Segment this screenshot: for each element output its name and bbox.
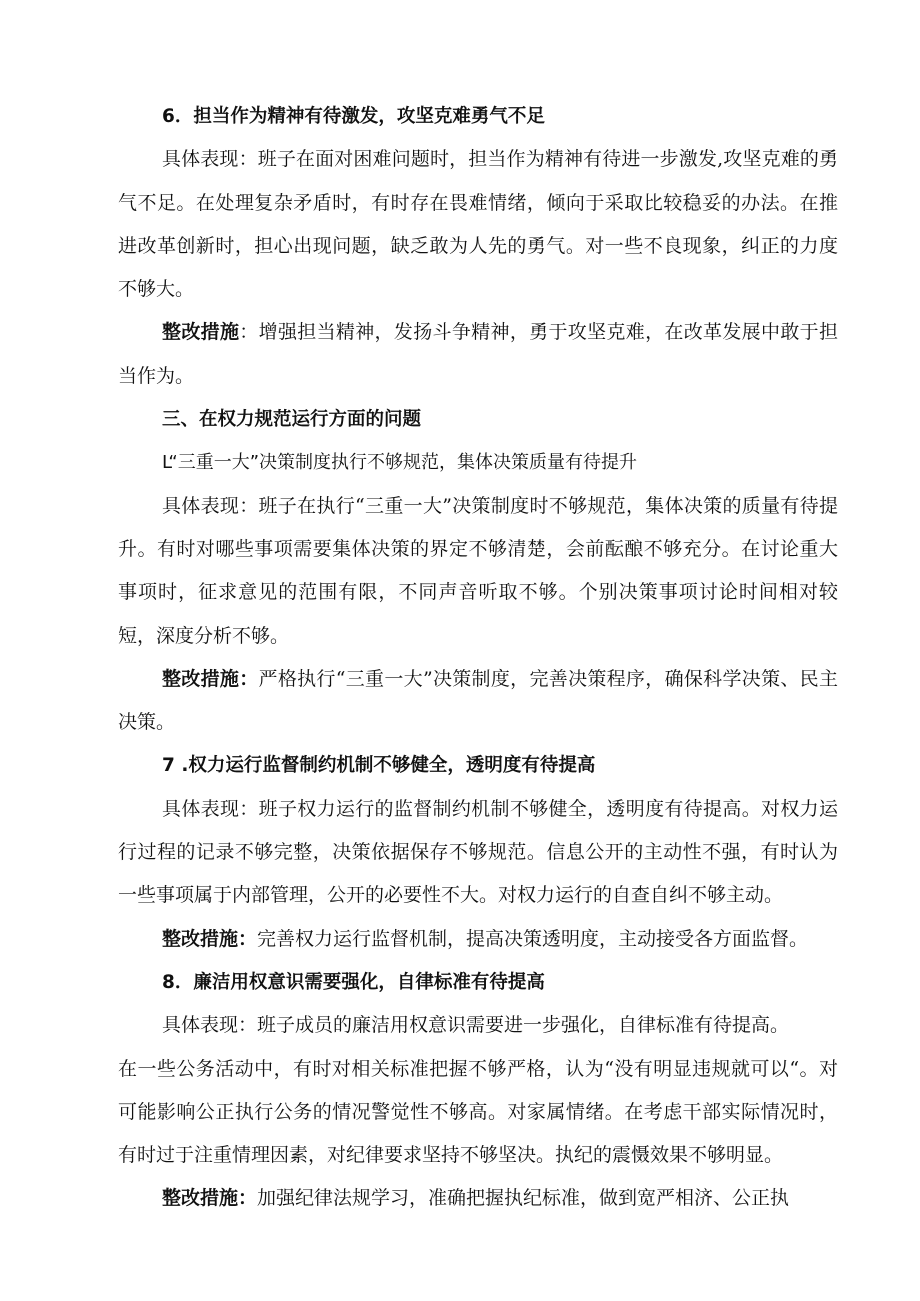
measure-label: 整改措施：: [162, 927, 258, 950]
item-measure-8: [118, 1177, 838, 1220]
item-heading-8: 8．廉洁用权意识需要强化，自律标准有待提高: [162, 971, 545, 993]
measure-text: 完善权力运行监督机制，提高决策透明度，主动接受各方面监督。: [257, 927, 809, 950]
document-page: [118, 95, 838, 1221]
item-description-7: 具体表现：班子权力运行的监督制约机制不够健全，透明度有待提高。对权力运行过程的记录不够完整，决策依据保存不够规范。信息公开的主动性不强，有时认为一些事项属于内部管理，公开的必要性不大。对权力运行的自查自纠不够主动。: [118, 797, 838, 907]
measure-label: 整改措施: [162, 321, 240, 344]
item-description-L: 具体表现：班子在执行“三重一大”决策制度时不够规范，集体决策的质量有待提升。有时对哪些事项需要集体决策的界定不够清楚，会前酝酿不够充分。在讨论重大事项时，征求意见的范围有限，不同声音听取不够。个别决策事项讨论时间相对较短，深度分析不够。: [118, 494, 838, 647]
item-measure-6: [118, 311, 838, 398]
section-title: 三、在权力规范运行方面的问题: [162, 409, 422, 431]
item-heading-7: 7 .权力运行监督制约机制不够健全，透明度有待提高: [162, 755, 596, 777]
item-description-8: 具体表现：班子成员的廉洁用权意识需要进一步强化，自律标准有待提高。: [162, 1014, 790, 1037]
item-description-6: 具体表现：班子在面对困难问题时，担当作为精神有待进一步激发,攻坚克难的勇气不足。在处理复杂矛盾时，有时存在畏难情绪，倾向于采取比较稳妥的办法。在推进改革创新时，担心出现问题，缺乏敢为人先的勇气。对一些不良现象，纠正的力度不够大。: [118, 148, 838, 301]
measure-label: 整改措施：: [162, 1187, 258, 1210]
item-measure-L: [118, 658, 838, 745]
item-heading-6: 6．担当作为精神有待激发，攻坚克难勇气不足: [162, 106, 545, 127]
measure-text: ：增强担当精神，发扬斗争精神，勇于攻坚克难，在改革发展中敢于担当作为。: [118, 321, 838, 387]
item-description-8-cont: 在一些公务活动中，有时对相关标准把握不够严格，认为“没有明显违规就可以“。对可能影响公正执行公务的情况警觉性不够高。对家属情绪。在考虑干部实际情况时，有时过于注重情理因素，对纪律要求坚持不够坚决。执纪的震慑效果不够明显。: [118, 1057, 838, 1167]
measure-text: 严格执行“三重一大”决策制度，完善决策程序，确保科学决策、民主决策。: [118, 667, 838, 734]
item-measure-7: [118, 918, 838, 961]
measure-text: 加强纪律法规学习，准确把握执纪标准，做到宽严相济、公正执: [257, 1187, 790, 1210]
item-heading-L: L“三重一大”决策制度执行不够规范，集体决策质量有待提升: [162, 452, 638, 474]
measure-label: 整改措施：: [162, 667, 259, 690]
